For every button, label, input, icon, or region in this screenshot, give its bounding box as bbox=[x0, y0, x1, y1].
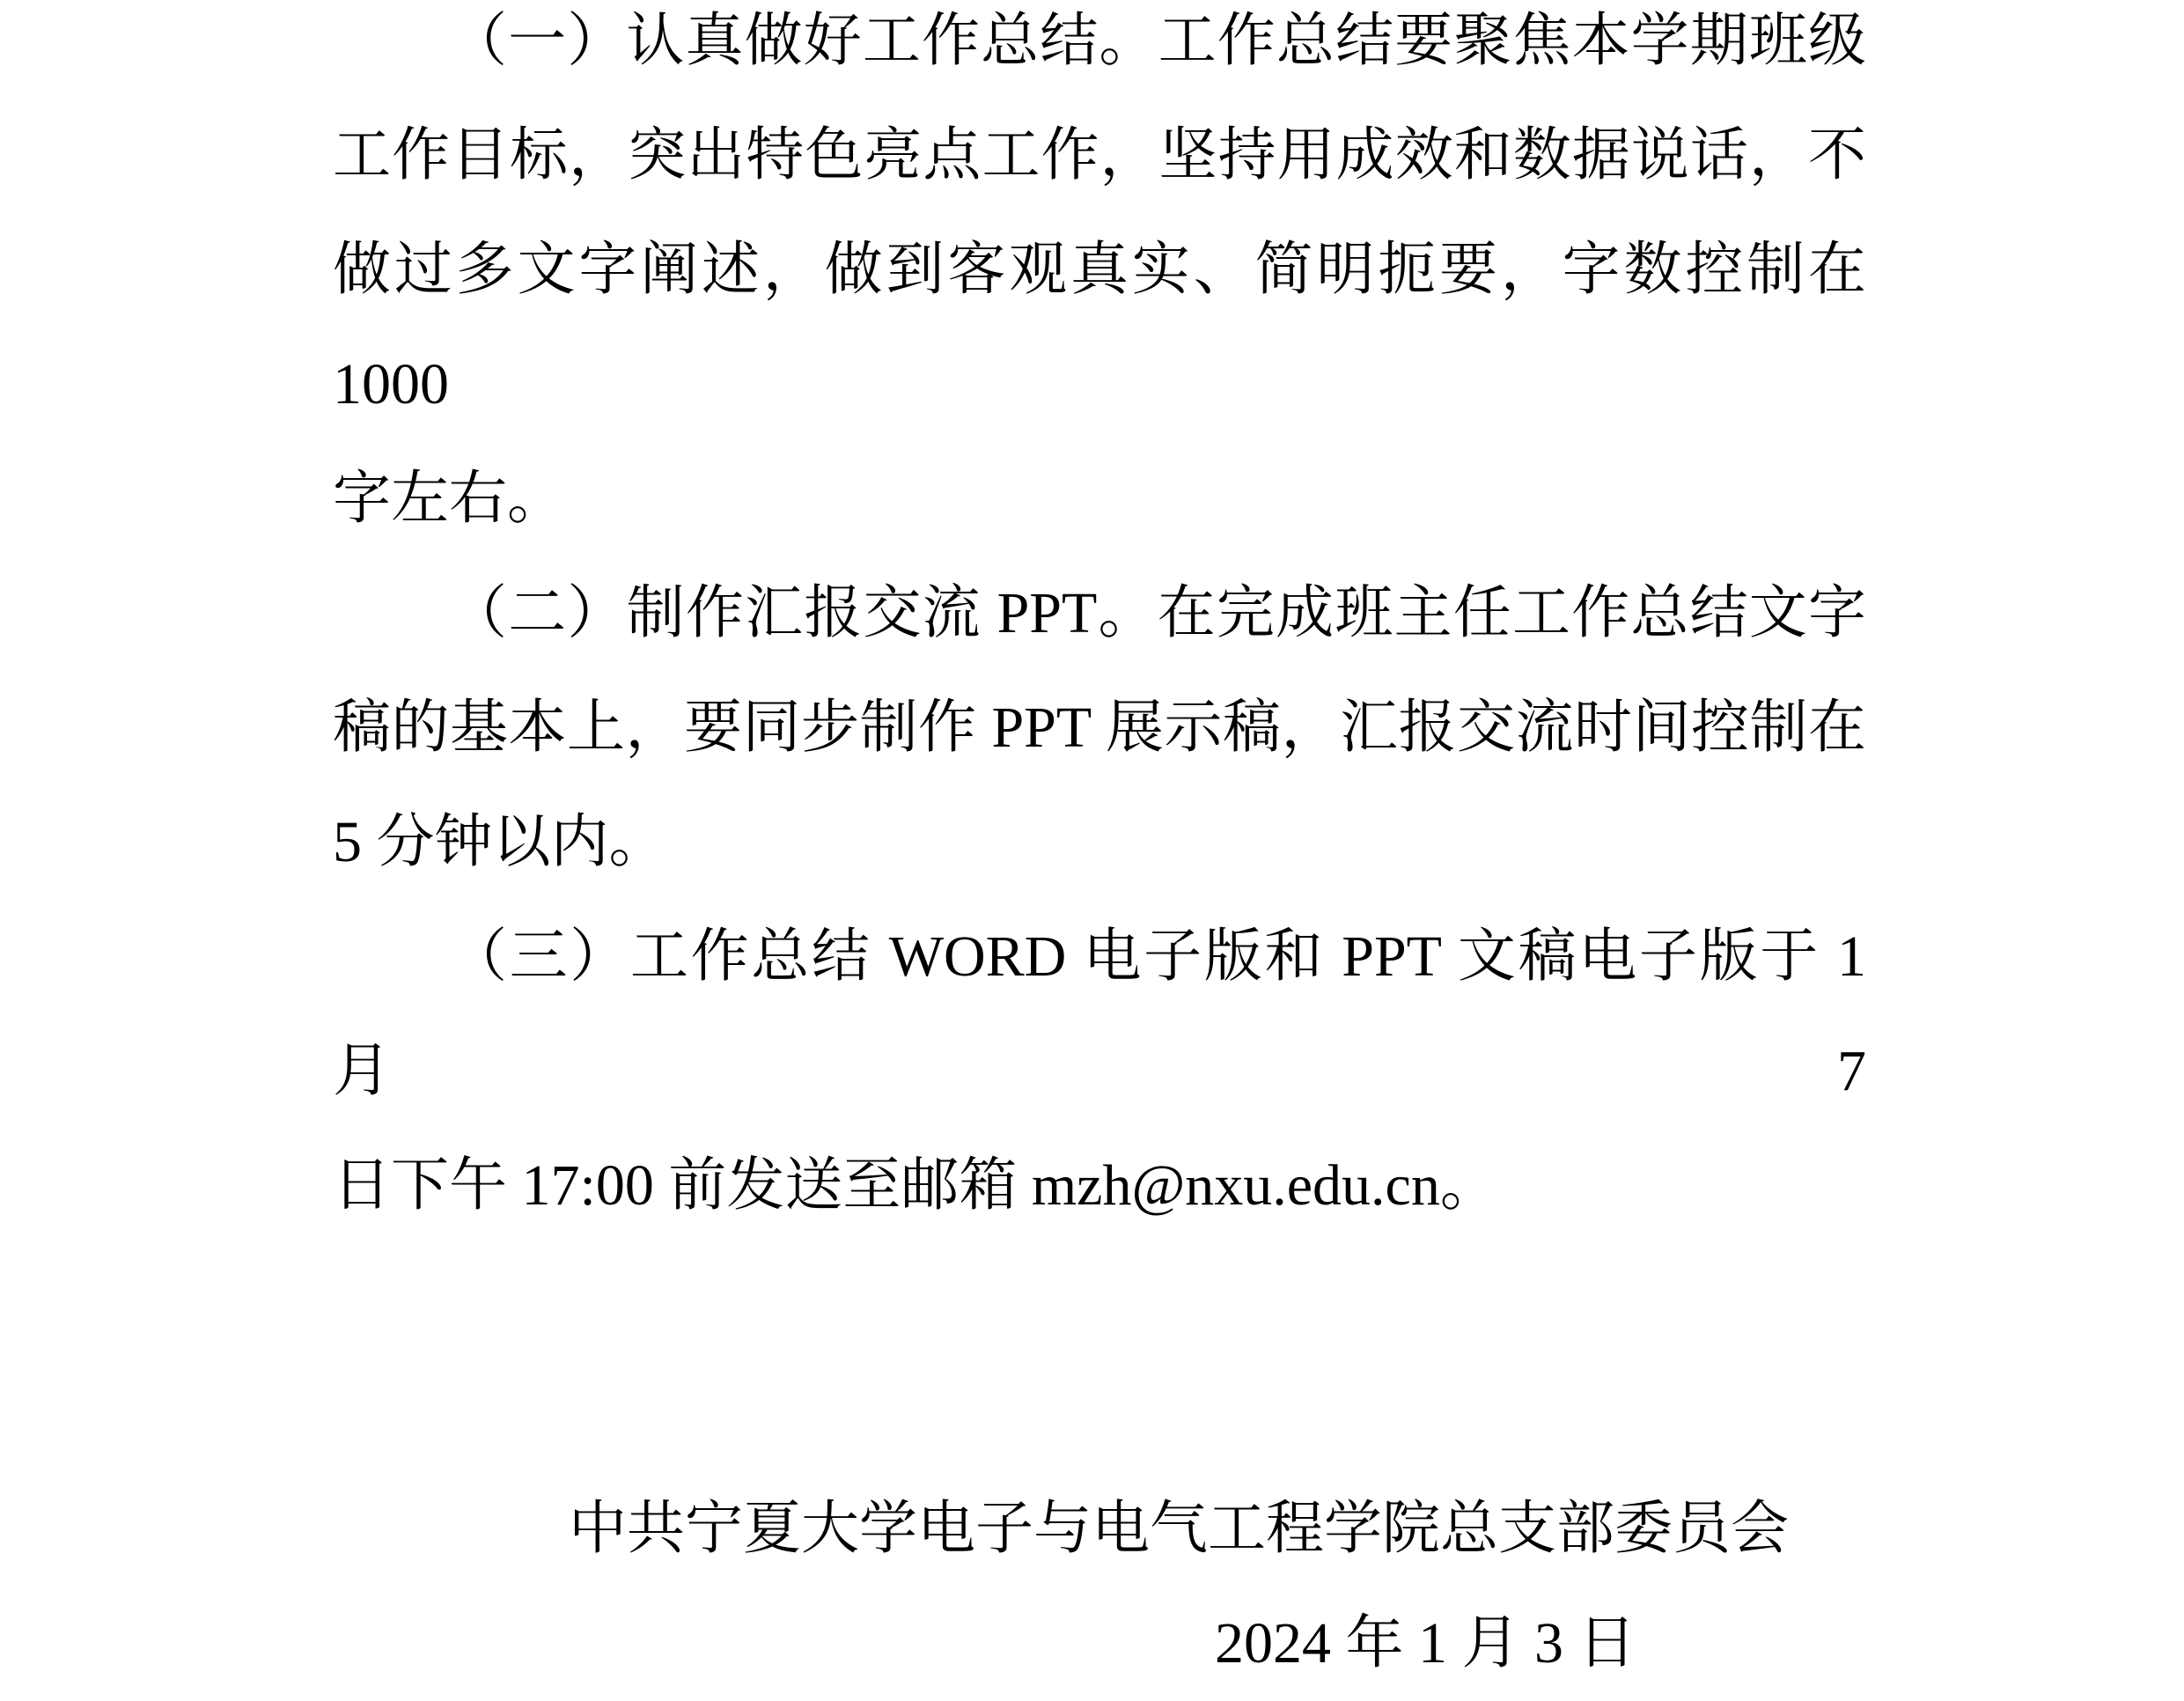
paragraph-2-line-1: （二）制作汇报交流 PPT。在完成班主任工作总结文字 bbox=[449, 581, 1866, 645]
blank-line bbox=[333, 1358, 1866, 1472]
paragraph-1-line-3: 做过多文字阐述，做到客观真实、简明扼要，字数控制在 1000 bbox=[333, 238, 1866, 416]
paragraph-1-line-2: 工作目标，突出特色亮点工作，坚持用成效和数据说话，不 bbox=[333, 123, 1866, 188]
signature-organization: 中共宁夏大学电子与电气工程学院总支部委员会 bbox=[569, 1497, 1789, 1561]
paragraph-3-line-2: 日下午 17:00 前发送至邮箱 mzh@nxu.edu.cn。 bbox=[333, 1153, 1498, 1218]
paragraph-2-line-2: 稿的基本上，要同步制作 PPT 展示稿，汇报交流时间控制在 bbox=[333, 696, 1866, 760]
document-text-block bbox=[333, 0, 1866, 1701]
paragraph-2-line-3: 5 分钟以内。 bbox=[333, 810, 667, 874]
paragraph-1-line-4: 字左右。 bbox=[333, 467, 565, 531]
paragraph-1-line-1: （一）认真做好工作总结。工作总结要聚焦本学期班级 bbox=[449, 9, 1866, 73]
paragraph-3-line-1: （三）工作总结 WORD 电子版和 PPT 文稿电子版于 1 月 7 bbox=[333, 924, 1866, 1103]
signature-date: 2024 年 1 月 3 日 bbox=[1215, 1611, 1636, 1675]
blank-line bbox=[333, 1243, 1866, 1358]
